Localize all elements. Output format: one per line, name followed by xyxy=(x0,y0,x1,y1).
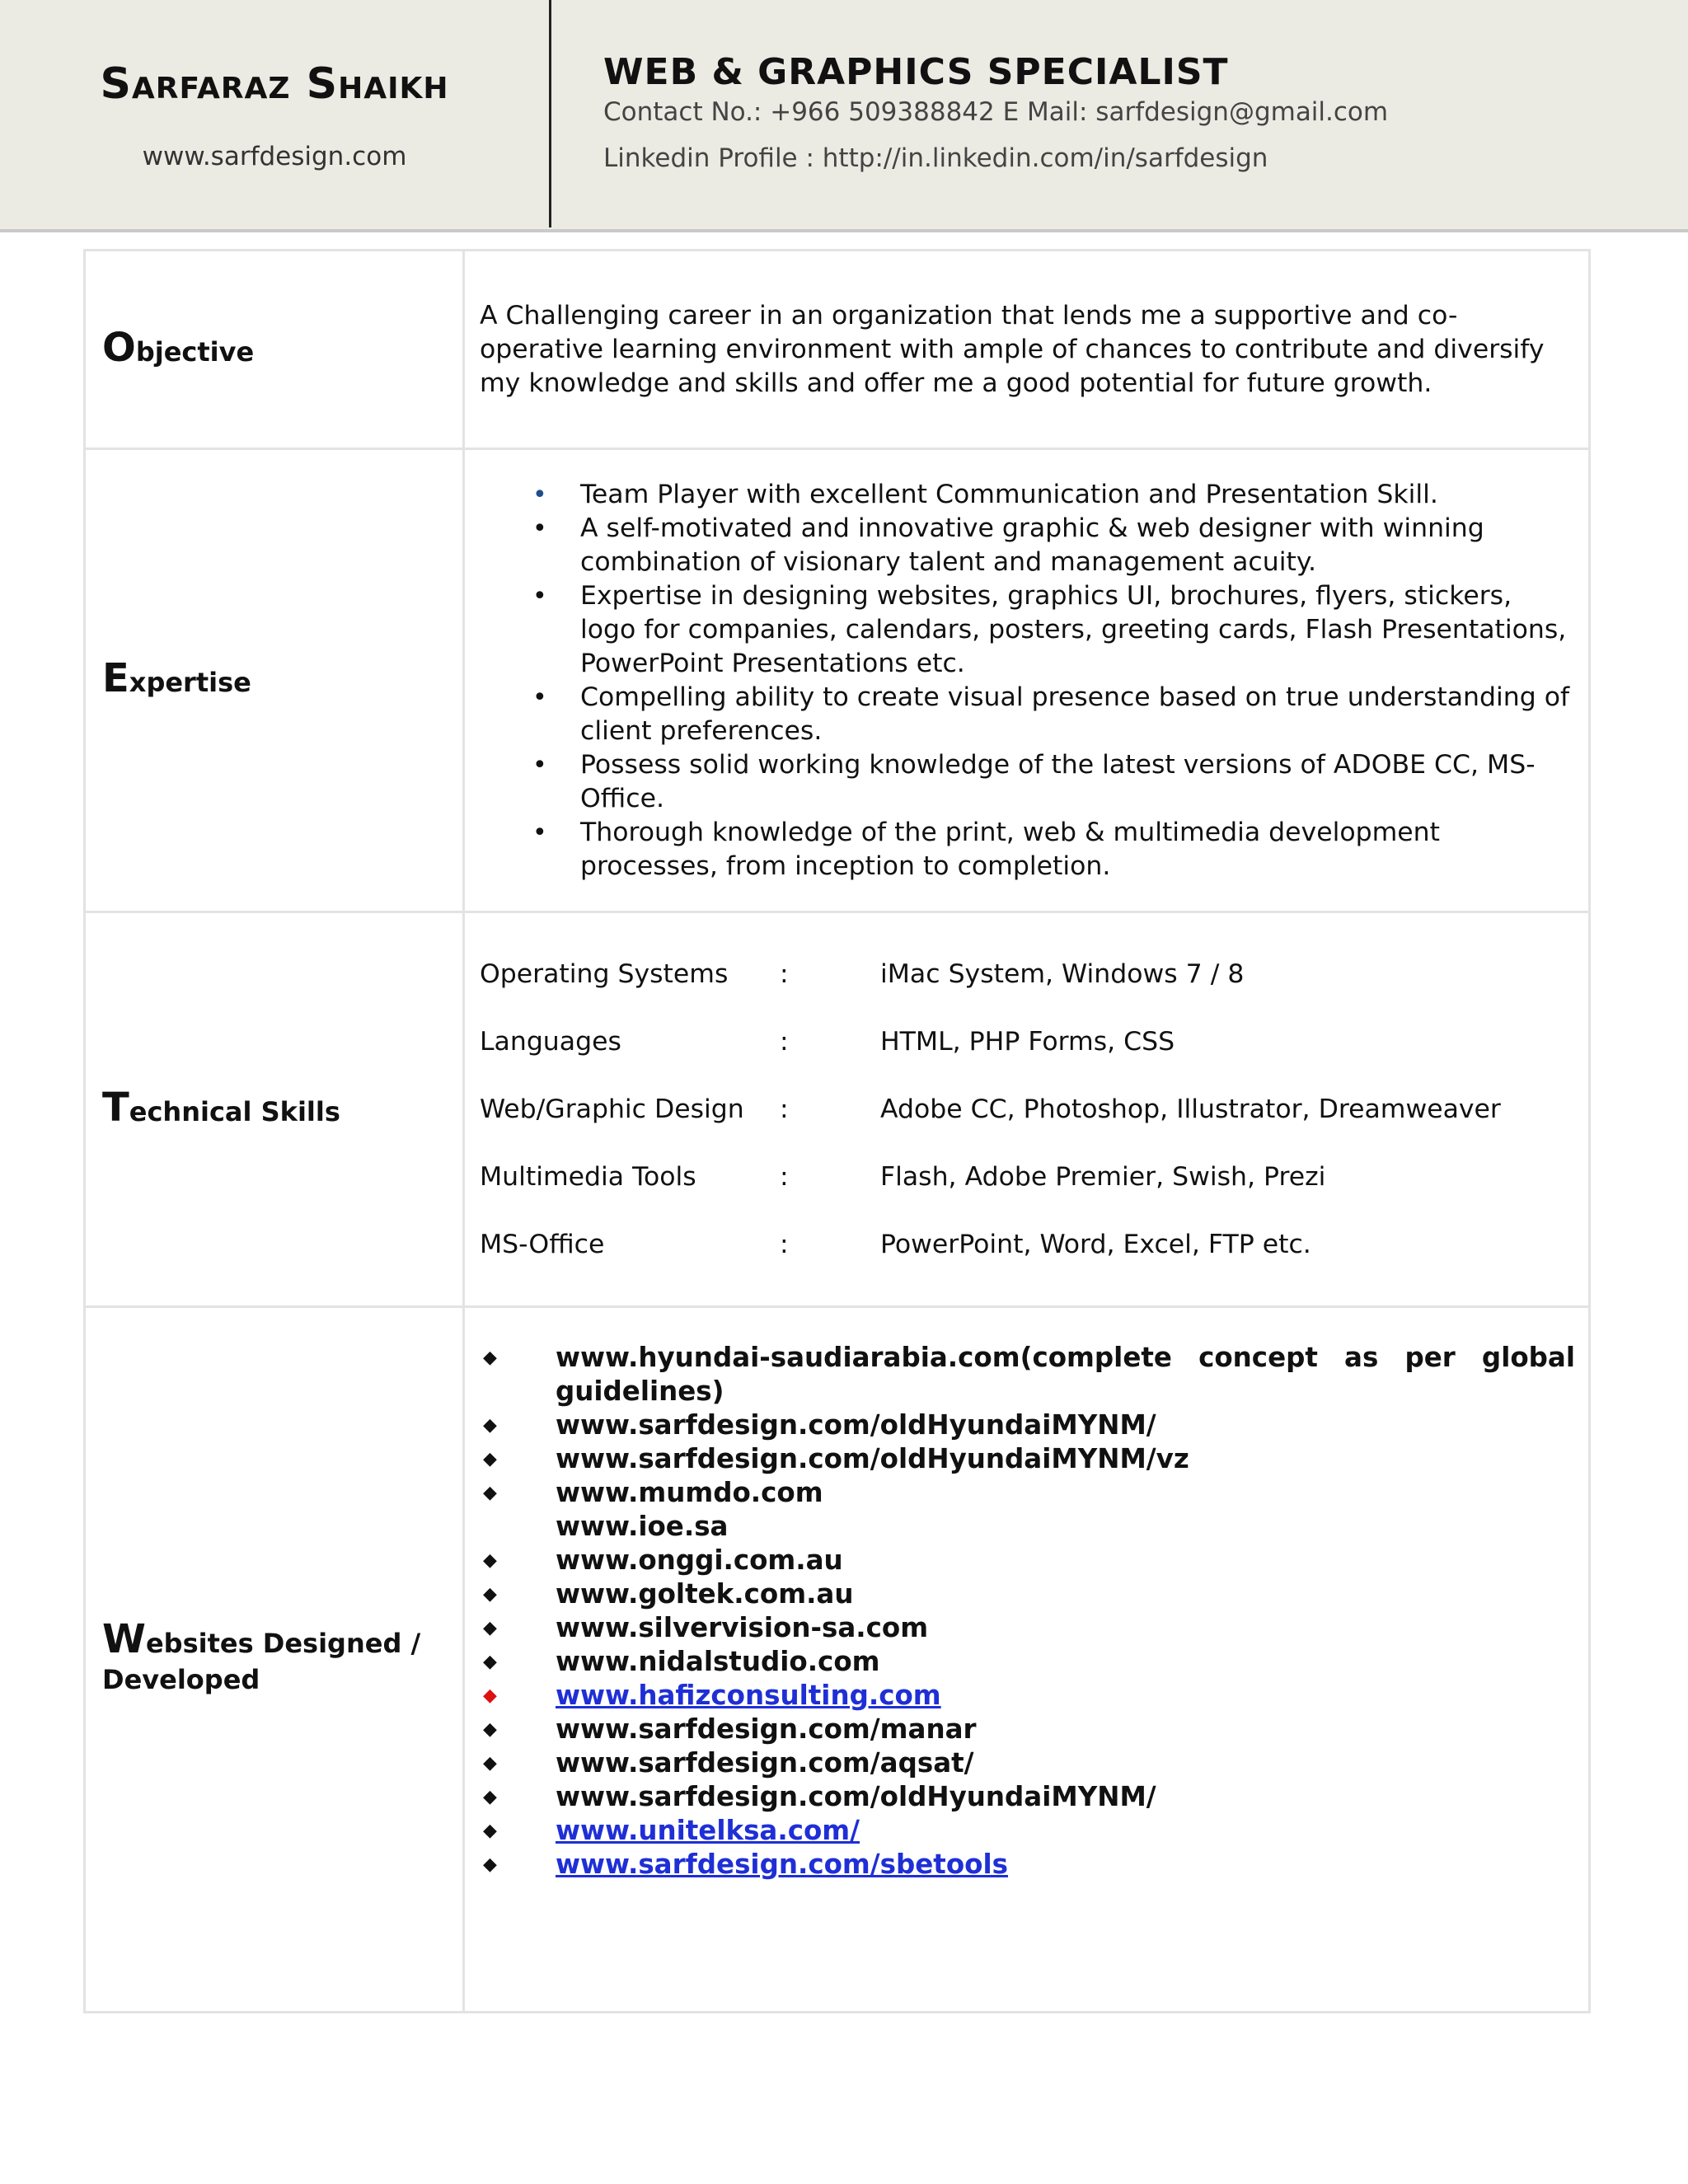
website-link-unitelksa[interactable]: www.unitelksa.com/ xyxy=(556,1815,860,1846)
skill-name: Operating Systems xyxy=(480,959,729,989)
skill-colon: : xyxy=(780,1230,789,1259)
website-item: ◆ www.onggi.com.au xyxy=(483,1544,843,1576)
diamond-bullet-icon: ◆ xyxy=(483,1719,497,1740)
website-item: www.ioe.sa xyxy=(556,1511,729,1542)
websites-list xyxy=(480,1341,1575,1882)
bullet-icon: • xyxy=(532,682,547,712)
skill-colon: : xyxy=(780,1027,789,1057)
expertise-item: • Possess solid working knowledge of the latest versions of ADOBE CC, MS-Office. xyxy=(532,749,1536,813)
skill-row xyxy=(480,1211,1575,1278)
website-item xyxy=(480,1848,1575,1882)
diamond-bullet-icon: ◆ xyxy=(483,1787,497,1807)
technical-skills-content-cell xyxy=(464,912,1590,1307)
header-band xyxy=(0,0,1688,232)
expertise-item: • Expertise in designing websites, graphics UI, brochures, flyers, stickers, logo for companies, calendars, posters, greeting cards, Flash Presentations, PowerPoint Presentations etc. xyxy=(532,580,1567,678)
skill-name: Multimedia Tools xyxy=(480,1162,696,1192)
skill-value: PowerPoint, Word, Excel, FTP etc. xyxy=(880,1230,1311,1259)
diamond-bullet-icon: ◆ xyxy=(483,1685,497,1706)
diamond-bullet-icon: ◆ xyxy=(483,1753,497,1774)
objective-row xyxy=(85,251,1590,449)
diamond-bullet-icon: ◆ xyxy=(483,1584,497,1605)
website-item: ◆ www.sarfdesign.com/manar xyxy=(483,1713,977,1745)
website-item: ◆ www.sarfdesign.com/oldHyundaiMYNM/ xyxy=(483,1781,1156,1812)
expertise-item: • Compelling ability to create visual presence based on true understanding of client preferences. xyxy=(532,682,1570,746)
website-item: ◆ www.hyundai-saudiarabia.com(complete concept as per global guidelines) xyxy=(483,1342,1575,1407)
skill-name: MS-Office xyxy=(480,1230,605,1259)
skill-value: Flash, Adobe Premier, Swish, Prezi xyxy=(880,1162,1326,1192)
personal-website[interactable]: www.sarfdesign.com xyxy=(142,142,407,171)
linkedin-profile[interactable]: Linkedin Profile : http://in.linkedin.com/in/sarfdesign xyxy=(603,143,1268,173)
diamond-bullet-icon: ◆ xyxy=(483,1415,497,1436)
website-item: ◆ www.goltek.com.au xyxy=(483,1578,854,1610)
expertise-item: • A self-motivated and innovative graphic & web designer with winning combination of visionary talent and management acuity. xyxy=(532,513,1484,577)
resume-table xyxy=(83,249,1591,2013)
technical-skills-heading: Technical Skills xyxy=(102,1084,340,1131)
diamond-bullet-icon: ◆ xyxy=(483,1618,497,1638)
website-item: ◆ www.sarfdesign.com/oldHyundaiMYNM/vz xyxy=(483,1443,1189,1474)
diamond-bullet-icon: ◆ xyxy=(483,1821,497,1841)
skill-colon: : xyxy=(780,1162,789,1192)
bullet-icon: • xyxy=(532,480,547,509)
website-item xyxy=(480,1814,1575,1848)
skill-value: iMac System, Windows 7 / 8 xyxy=(880,959,1245,989)
bullet-icon: • xyxy=(532,750,547,780)
diamond-bullet-icon: ◆ xyxy=(483,1483,497,1503)
objective-heading: Objective xyxy=(102,324,255,371)
expertise-item: • Thorough knowledge of the print, web & multimedia development processes, from inception to completion. xyxy=(532,817,1440,881)
websites-content-cell xyxy=(464,1307,1590,2013)
bullet-icon: • xyxy=(532,513,547,543)
diamond-bullet-icon: ◆ xyxy=(483,1854,497,1875)
skill-row xyxy=(480,1008,1575,1076)
website-item: ◆ www.nidalstudio.com xyxy=(483,1646,880,1677)
expertise-content-cell xyxy=(464,449,1590,912)
contact-info: Contact No.: +966 509388842 E Mail: sarfdesign@gmail.com xyxy=(603,97,1389,127)
skill-row xyxy=(480,1076,1575,1143)
websites-label-cell xyxy=(85,1307,464,2013)
header-divider xyxy=(549,0,551,227)
skill-value: HTML, PHP Forms, CSS xyxy=(880,1027,1175,1057)
expertise-heading: Expertise xyxy=(102,655,251,701)
expertise-list xyxy=(480,478,1575,883)
bullet-icon: • xyxy=(532,818,547,847)
expertise-label-cell xyxy=(85,449,464,912)
websites-row xyxy=(85,1307,1590,2013)
skill-row xyxy=(480,940,1575,1008)
website-item xyxy=(480,1679,1575,1713)
website-item: ◆ www.silvervision-sa.com xyxy=(483,1612,929,1643)
bullet-icon: • xyxy=(532,581,547,611)
objective-label-cell xyxy=(85,251,464,449)
website-link-sbetools[interactable]: www.sarfdesign.com/sbetools xyxy=(556,1849,1008,1880)
job-title: WEB & GRAPHICS SPECIALIST xyxy=(603,51,1229,93)
websites-heading: Websites Designed / Developed xyxy=(102,1616,421,1695)
technical-skills-row xyxy=(85,912,1590,1307)
skill-name: Languages xyxy=(480,1027,621,1057)
technical-skills-label-cell xyxy=(85,912,464,1307)
website-item: ◆ www.mumdo.com xyxy=(483,1477,823,1508)
website-item: ◆ www.sarfdesign.com/aqsat/ xyxy=(483,1747,974,1779)
website-link-hafizconsulting[interactable]: www.hafizconsulting.com xyxy=(556,1680,941,1711)
skill-name: Web/Graphic Design xyxy=(480,1094,744,1124)
website-item: ◆ www.sarfdesign.com/oldHyundaiMYNM/ xyxy=(483,1409,1156,1441)
diamond-bullet-icon: ◆ xyxy=(483,1347,497,1368)
diamond-bullet-icon: ◆ xyxy=(483,1449,497,1469)
diamond-bullet-icon: ◆ xyxy=(483,1550,497,1571)
skill-colon: : xyxy=(780,959,789,989)
skill-row xyxy=(480,1143,1575,1211)
objective-text: A Challenging career in an organization that lends me a supportive and co-operative learning environment with ample of chances to contribute and diversify my knowledge and skills and offer me a good potential for future growth. xyxy=(480,300,1545,398)
candidate-name: Sarfaraz Shaikh xyxy=(100,59,449,109)
expertise-row xyxy=(85,449,1590,912)
skill-value: Adobe CC, Photoshop, Illustrator, Dreamweaver xyxy=(880,1094,1501,1124)
skill-colon: : xyxy=(780,1094,789,1124)
diamond-bullet-icon: ◆ xyxy=(483,1652,497,1672)
objective-content-cell xyxy=(464,251,1590,449)
expertise-item: • Team Player with excellent Communication and Presentation Skill. xyxy=(480,478,1575,512)
